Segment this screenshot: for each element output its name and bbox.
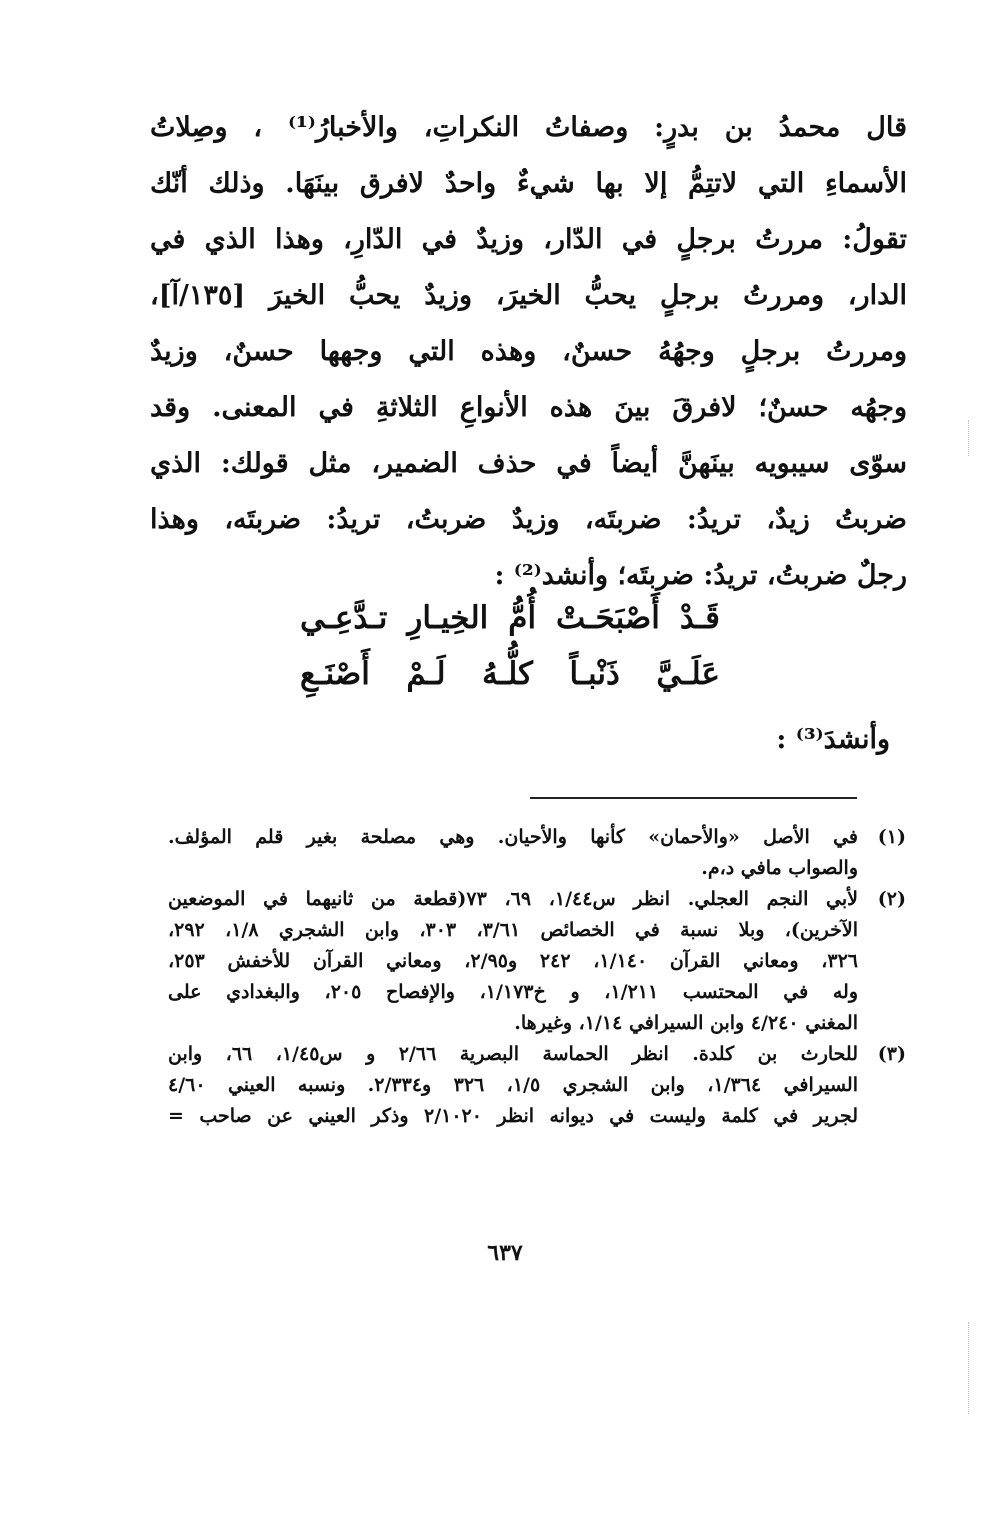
footnotes-block	[168, 822, 906, 1132]
footnote	[168, 1039, 906, 1132]
footnote-line: المغني ٤/٢٤٠ وابن السيرافي ١/١٤، وغيرها.	[514, 1012, 858, 1034]
footnote	[168, 822, 906, 884]
main-text-block	[150, 100, 907, 604]
footnote-number: (٣)	[877, 1043, 906, 1065]
footnote-number: (١)	[877, 826, 906, 848]
main-text-line: تقولُ: مررتُ برجلٍ في الدّار، وزيدٌ في الدّارِ، وهذا الذي في	[150, 224, 907, 255]
footnote-line: والصواب مافي د،م.	[701, 857, 858, 879]
main-text-line: سوّى سيبويه بينَهنَّ أيضاً في حذف الضمير، مثل قولك: الذي	[150, 448, 907, 479]
footnote-divider	[530, 797, 857, 799]
verse-line: عَلَـيَّ ذَنْبـاً كلُّـهُ لَـمْ أَصْنَـعِ	[300, 656, 720, 692]
footnote	[168, 884, 906, 1039]
anshad-line: وأنشدَ⁽³⁾ :	[776, 724, 890, 755]
footnote-line: الآخرين)، وبلا نسبة في الخصائص ٣/٦١، ٣٠٣، وابن الشجري ١/٨، ٢٩٢،	[168, 919, 858, 941]
footnote-number: (٢)	[877, 888, 906, 910]
main-text-line: وجهُه حسنٌ؛ لافرقَ بينَ هذه الأنواعِ الثلاثةِ في المعنى. وقد	[150, 392, 907, 423]
main-text-line: ضربتُ زيدٌ، تريدُ: ضربتَه، وزيدٌ ضربتُ، تريدُ: ضربتَه، وهذا	[150, 504, 907, 535]
footnote-line: لجرير في كلمة وليست في ديوانه انظر ٢/١٠٢٠ وذكر العيني عن صاحب =	[168, 1105, 858, 1127]
poetry-verse	[300, 590, 720, 702]
main-text-line: الدار، ومررتُ برجلٍ يحبُّ الخيرَ، وزيدٌ يحبُّ الخيرَ [١٣٥/آ]،	[150, 280, 907, 311]
footnote-line: للحارث بن كلدة. انظر الحماسة البصرية ٢/٦٦ و س١/٤٥، ٦٦، وابن	[168, 1043, 858, 1065]
main-text-line: الأسماءِ التي لاتتِمُّ إلا بها شيءٌ واحدٌ لافرق بينَهَا. وذلك أنّك	[150, 168, 907, 199]
verse-line: قَـدْ أَصْبَحَـتْ أُمُّ الخِيـارِ تـدَّعِـي	[300, 600, 720, 636]
main-text-line: ومررتُ برجلٍ وجهُهُ حسنٌ، وهذه التي وجهها حسنٌ، وزيدٌ	[150, 336, 907, 367]
footnote-line: وله في المحتسب ١/٢١١، و خ١/١٧٣، والإفصاح ٢٠٥، والبغدادي على	[168, 981, 858, 1003]
page-number: ٦٣٧	[487, 1240, 523, 1266]
main-text-line: قال محمدُ بن بدرٍ: وصفاتُ النكراتِ، والأخبارُ⁽¹⁾ ، وصِلاتُ	[150, 112, 907, 143]
footnote-line: السيرافي ١/٣٦٤، وابن الشجري ١/٥، ٣٢٦ و٢/٣٣٤. ونسبه العيني ٤/٦٠	[168, 1074, 858, 1096]
scan-margin-mark	[968, 1322, 969, 1414]
scan-margin-mark	[968, 420, 969, 456]
main-text-line: رجلٌ ضربتُ، تريدُ: ضربتَه؛ وأنشد⁽²⁾ :	[494, 560, 907, 591]
footnote-line: ٣٢٦، ومعاني القرآن ١/١٤٠، ٢٤٢ و٢/٩٥، ومعاني القرآن للأخفش ٢٥٣،	[168, 950, 859, 972]
footnote-line: في الأصل «والأحمان» كأنها والأحيان. وهي مصلحة بغير قلم المؤلف.	[168, 826, 858, 848]
footnote-line: لأبي النجم العجلي. انظر س١/٤٤، ٦٩، ٧٣(قطعة من ثانيهما في الموضعين	[168, 888, 859, 910]
